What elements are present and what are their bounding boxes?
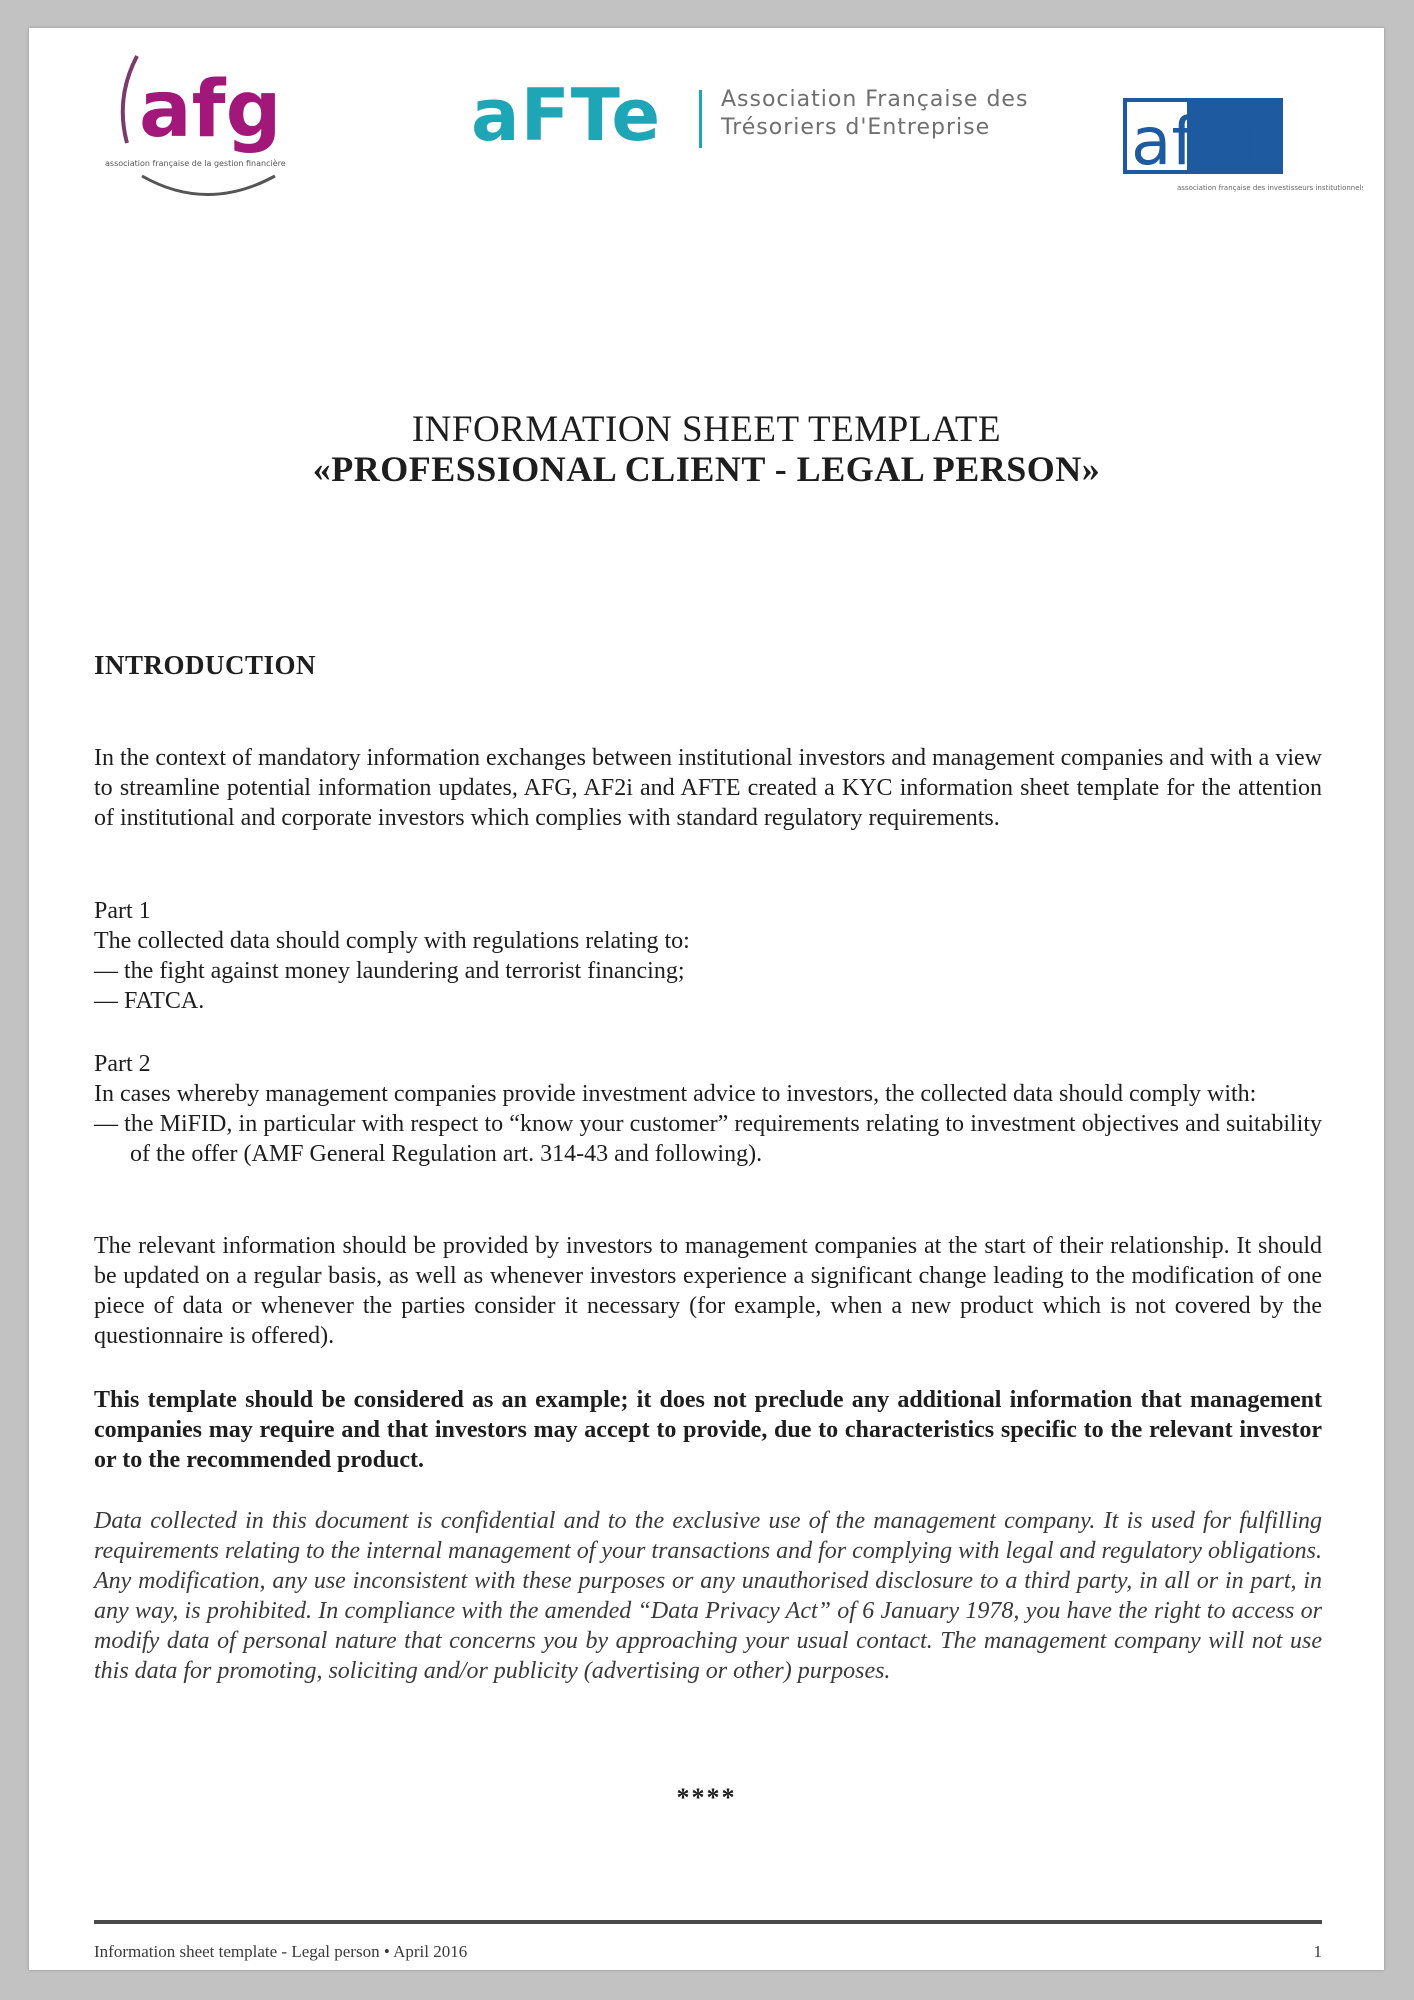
afte-subtitle-line2: Trésoriers d'Entreprise xyxy=(721,115,991,140)
af2i-logo-graphic xyxy=(1123,68,1363,203)
part2-block xyxy=(94,1049,1322,1169)
footer-text: Information sheet template - Legal person • April 2016 xyxy=(94,1942,468,1961)
af2i-logo-word: af2i xyxy=(1131,103,1256,180)
document-page xyxy=(29,28,1384,1970)
relevant-info-paragraph: The relevant information should be provided by investors to management companies at the start of their relationship. It should be updated on a regular basis, as well as whenever investors experience a significant change leading to the modification of one piece of data or whenever the parties consider it necessary (for example, when a new product which is not covered by the questionnaire is offered). xyxy=(94,1233,1322,1349)
section-separator: **** xyxy=(676,1783,737,1812)
document-subtitle: «PROFESSIONAL CLIENT - LEGAL PERSON» xyxy=(312,449,1101,489)
part1-intro: The collected data should comply with regulations relating to: xyxy=(94,928,690,954)
afg-logo xyxy=(97,48,297,198)
introduction-paragraph: In the context of mandatory information exchanges between institutional investors and management companies and with a view to streamline potential information updates, AFG, AF2i and AFTE created a KYC information sheet template for the attention of institutional and corporate investors which complies with standard regulatory requirements. xyxy=(94,745,1322,831)
af2i-logo-tagline: association française des investisseurs institutionnels xyxy=(1177,184,1363,192)
part2-label: Part 2 xyxy=(94,1051,151,1077)
part1-block xyxy=(94,896,1322,1016)
afte-logo-word: aFTe xyxy=(471,73,662,157)
privacy-note: Data collected in this document is confidential and to the exclusive use of the management company. It is used for fulfilling requirements relating to the internal management of your transactions and for complying with legal and regulatory obligations. Any modification, any use inconsistent with these purposes or any unauthorised disclosure to a third party, in all or in part, in any way, is prohibited. In compliance with the amended “Data Privacy Act” of 6 January 1978, you have the right to access or modify data of personal nature that concerns you by approaching your usual contact. The management company will not use this data for promoting, soliciting and/or publicity (advertising or other) purposes. xyxy=(94,1508,1322,1684)
af2i-logo xyxy=(1123,68,1363,203)
afte-logo-subtitle xyxy=(721,86,1028,142)
afte-logo xyxy=(471,70,1031,165)
part2-intro: In cases whereby management companies provide investment advice to investors, the collected data should comply with: xyxy=(94,1081,1257,1107)
part1-item: — the fight against money laundering and terrorist financing; xyxy=(94,958,685,984)
afg-logo-tagline: association française de la gestion financière xyxy=(105,159,286,168)
part2-item: — the MiFID, in particular with respect to “know your customer” requirements relating to investment objectives and suitability of the offer (AMF General Regulation art. 314-43 and following). xyxy=(94,1111,1322,1167)
part1-item: — FATCA. xyxy=(94,988,205,1014)
part1-label: Part 1 xyxy=(94,898,151,924)
afg-logo-graphic xyxy=(97,48,297,198)
document-title: INFORMATION SHEET TEMPLATE xyxy=(411,409,1002,450)
template-note: This template should be considered as an example; it does not preclude any additional information that management companies may require and that investors may accept to provide, due to characteristics specific to the relevant investor or to the recommended product. xyxy=(94,1387,1322,1473)
afte-subtitle-line1: Association Française des xyxy=(721,87,1029,112)
page-number: 1 xyxy=(1313,1942,1322,1961)
afg-logo-word: afg xyxy=(139,65,282,155)
introduction-heading: INTRODUCTION xyxy=(94,650,317,680)
footer-rule xyxy=(94,1920,1322,1924)
afte-logo-divider xyxy=(699,90,702,148)
